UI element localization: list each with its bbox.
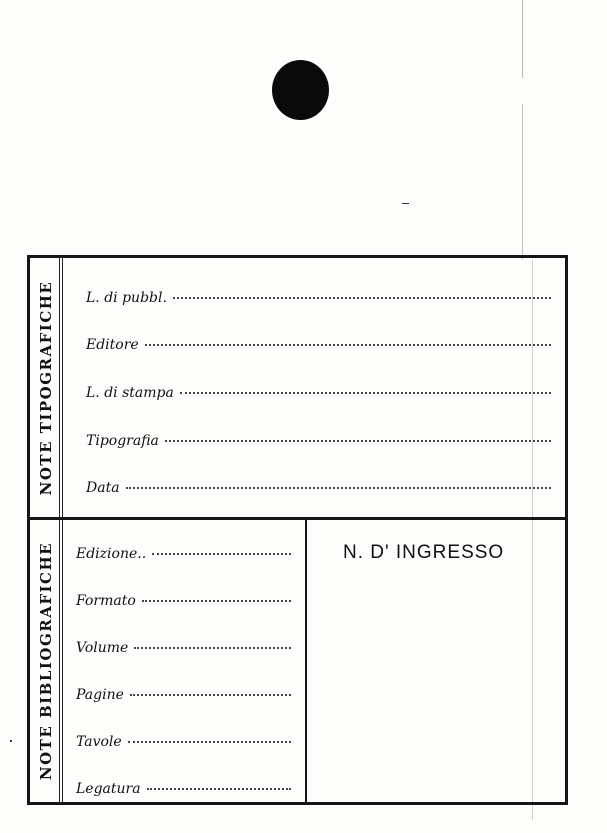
field-label: L. di stampa [86, 385, 174, 401]
paper-speck [10, 740, 12, 742]
punch-hole [272, 60, 329, 120]
field-label: Tipografia [86, 433, 159, 449]
bibliographic-rows [66, 520, 305, 802]
dotted-line [165, 439, 551, 442]
dotted-line [180, 391, 551, 394]
dotted-line [145, 343, 551, 346]
paper-speck [402, 203, 409, 204]
dotted-line [173, 296, 551, 299]
dotted-line [128, 740, 291, 743]
field-label: Edizione.. [76, 546, 147, 562]
field-label: Tavole [76, 734, 122, 750]
dotted-line [126, 486, 551, 489]
field-tipografia [86, 433, 551, 449]
side-title-text: NOTE TIPOGRAFICHE [37, 280, 55, 495]
field-volume [76, 640, 291, 656]
field-label: L. di pubbl. [86, 290, 167, 306]
bibliographic-notes-section [30, 520, 565, 802]
field-label: Formato [76, 593, 136, 609]
field-pagine [76, 687, 291, 703]
field-label: Volume [76, 640, 129, 656]
field-luogo-pubblicazione [86, 290, 551, 306]
dotted-line [152, 552, 291, 555]
dotted-line [142, 599, 291, 602]
field-formato [76, 593, 291, 609]
field-data [86, 480, 551, 496]
typographic-notes-section [30, 258, 565, 520]
dotted-line [134, 646, 291, 649]
field-edizione [76, 546, 291, 562]
field-editore [86, 337, 551, 353]
page-edge-line [522, 0, 523, 260]
side-title-text: NOTE BIBLIOGRAFICHE [37, 541, 55, 781]
field-label: Legatura [76, 781, 141, 797]
accession-number-box [307, 520, 565, 802]
catalog-card [27, 255, 568, 805]
field-legatura [76, 781, 291, 797]
field-luogo-stampa [86, 385, 551, 401]
dotted-line [147, 787, 291, 790]
field-label: Data [86, 480, 120, 496]
field-label: Pagine [76, 687, 124, 703]
dotted-line [130, 693, 291, 696]
field-label: Editore [86, 337, 139, 353]
bibliographic-fields-column [30, 520, 307, 802]
accession-number-label: N. D' INGRESSO [343, 542, 505, 563]
bibliographic-notes-side-title [30, 520, 63, 802]
field-tavole [76, 734, 291, 750]
typographic-notes-side-title [30, 258, 63, 517]
typographic-rows [66, 258, 565, 517]
